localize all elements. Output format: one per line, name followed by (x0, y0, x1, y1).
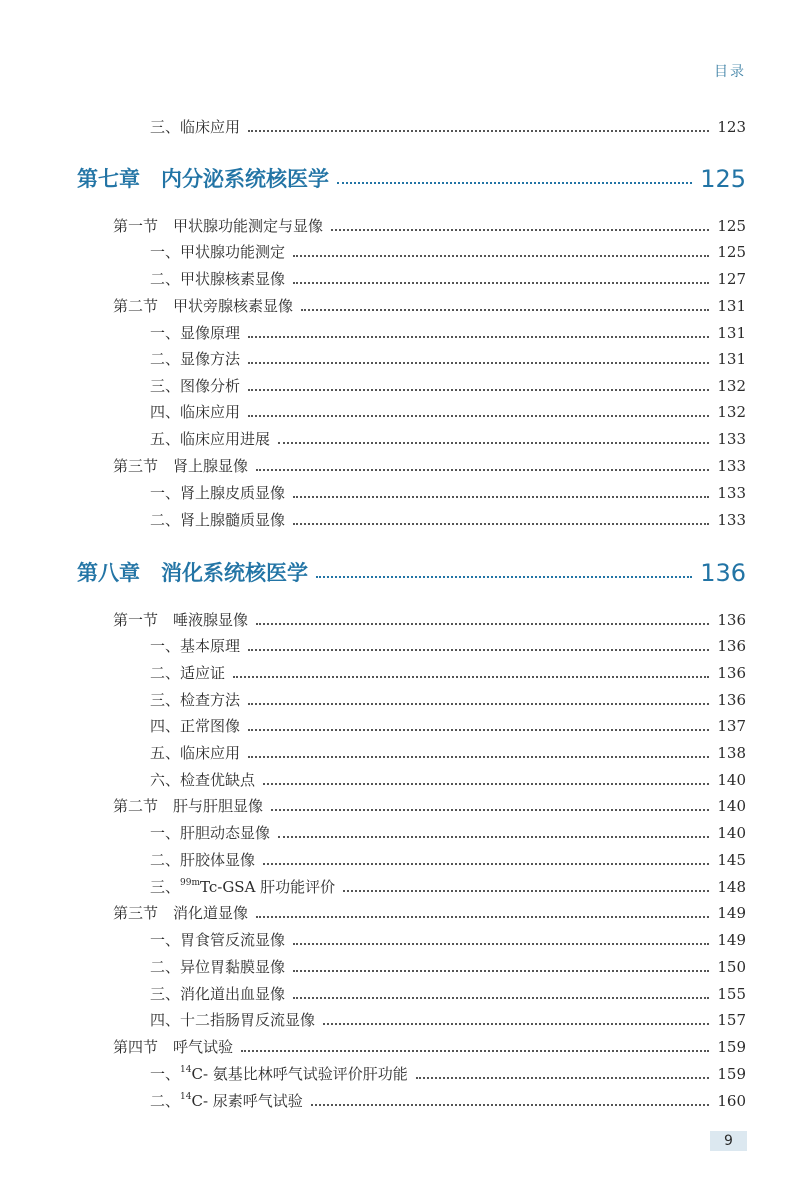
dot-leader (248, 389, 709, 391)
toc-page-number: 131 (717, 350, 746, 368)
dot-leader (311, 1104, 710, 1106)
toc-section[interactable] (0, 1035, 800, 1057)
dot-leader (337, 182, 692, 184)
toc-page-number: 140 (717, 797, 746, 815)
toc-item[interactable] (0, 115, 800, 137)
toc-page-number: 125 (717, 217, 746, 235)
toc-item-label: 三、消化道出血显像 (150, 985, 286, 1003)
toc-item-label: 二、适应证 (150, 664, 226, 682)
toc-section-label: 第三节 消化道显像 (113, 904, 249, 922)
toc-item[interactable] (0, 427, 800, 449)
toc-page-number: 133 (717, 511, 746, 529)
toc-item-label: 五、临床应用进展 (150, 430, 271, 448)
toc-item[interactable] (0, 928, 800, 950)
toc-item-label: 一、$^{14}$C- 氨基比林呼气试验评价肝功能 (150, 1065, 408, 1083)
toc-item-label: 四、临床应用 (150, 403, 241, 421)
toc-item-label: 二、甲状腺核素显像 (150, 270, 286, 288)
toc-section[interactable] (0, 901, 800, 923)
toc-page-number: 132 (717, 377, 746, 395)
toc-item-label: 二、肝胶体显像 (150, 851, 256, 869)
toc-page-number: 140 (717, 771, 746, 789)
dot-leader (263, 863, 709, 865)
toc-section[interactable] (0, 608, 800, 630)
dot-leader (248, 703, 709, 705)
dot-leader (323, 1023, 709, 1025)
dot-leader (271, 809, 709, 811)
toc-section-label: 第二节 甲状旁腺核素显像 (113, 297, 294, 315)
toc-item-label: 三、检查方法 (150, 691, 241, 709)
dot-leader (241, 1050, 709, 1052)
toc-chapter-page-number: 125 (700, 165, 746, 193)
dot-leader (248, 756, 709, 758)
toc-item-label: 四、十二指肠胃反流显像 (150, 1011, 316, 1029)
dot-leader (301, 309, 709, 311)
toc-section[interactable] (0, 214, 800, 236)
toc-item[interactable] (0, 768, 800, 790)
toc-page-number: 136 (717, 611, 746, 629)
toc-item-label: 二、显像方法 (150, 350, 241, 368)
toc-page-number: 145 (717, 851, 746, 869)
toc-page-number: 127 (717, 270, 746, 288)
dot-leader (293, 255, 709, 257)
toc-item-label: 一、甲状腺功能测定 (150, 243, 286, 261)
toc-item-label: 三、临床应用 (150, 118, 241, 136)
toc-page-number: 140 (717, 824, 746, 842)
toc-page-number: 157 (717, 1011, 746, 1029)
toc-page-number: 155 (717, 985, 746, 1003)
toc-item[interactable] (0, 400, 800, 422)
toc-page-number: 149 (717, 904, 746, 922)
toc-item[interactable] (0, 875, 800, 897)
toc-page-number: 123 (717, 118, 746, 136)
toc-item[interactable] (0, 982, 800, 1004)
toc-chapter-label: 第七章 内分泌系统核医学 (77, 167, 329, 191)
toc-item[interactable] (0, 240, 800, 262)
toc-page-number: 159 (717, 1065, 746, 1083)
toc-page-number: 133 (717, 457, 746, 475)
toc-chapter[interactable] (0, 554, 800, 588)
toc-section-label: 第四节 呼气试验 (113, 1038, 234, 1056)
dot-leader (248, 649, 709, 651)
toc-chapter-page-number: 136 (700, 559, 746, 587)
toc-page-number: 160 (717, 1092, 746, 1110)
toc-item[interactable] (0, 1062, 800, 1084)
toc-item[interactable] (0, 267, 800, 289)
toc-section[interactable] (0, 454, 800, 476)
toc-section-label: 第二节 肝与肝胆显像 (113, 797, 264, 815)
toc-item-label: 一、肝胆动态显像 (150, 824, 271, 842)
toc-item[interactable] (0, 741, 800, 763)
toc-page-number: 138 (717, 744, 746, 762)
toc-item-label: 三、$^{99m}$Tc-GSA 肝功能评价 (150, 878, 336, 896)
toc-page-number: 125 (717, 243, 746, 261)
toc-item-label: 一、基本原理 (150, 637, 241, 655)
toc-item[interactable] (0, 481, 800, 503)
toc-section[interactable] (0, 294, 800, 316)
dot-leader (248, 336, 709, 338)
dot-leader (293, 970, 709, 972)
toc-item[interactable] (0, 688, 800, 710)
dot-leader (248, 362, 709, 364)
dot-leader (256, 623, 709, 625)
toc-item-label: 二、异位胃黏膜显像 (150, 958, 286, 976)
toc-page-number: 159 (717, 1038, 746, 1056)
dot-leader (278, 836, 709, 838)
dot-leader (293, 943, 709, 945)
toc-item[interactable] (0, 508, 800, 530)
dot-leader (293, 523, 709, 525)
dot-leader (263, 783, 709, 785)
toc-section-label: 第三节 肾上腺显像 (113, 457, 249, 475)
toc-item-label: 三、图像分析 (150, 377, 241, 395)
toc-item[interactable] (0, 634, 800, 656)
dot-leader (248, 729, 709, 731)
toc-item-label: 二、$^{14}$C- 尿素呼气试验 (150, 1092, 303, 1110)
toc-section[interactable] (0, 794, 800, 816)
toc-page-number: 149 (717, 931, 746, 949)
toc-item-label: 六、检查优缺点 (150, 771, 256, 789)
toc-item-label: 一、肾上腺皮质显像 (150, 484, 286, 502)
toc-page-number: 131 (717, 297, 746, 315)
toc-item-label: 五、临床应用 (150, 744, 241, 762)
page-number-badge: 9 (710, 1131, 747, 1151)
toc-section-label: 第一节 唾液腺显像 (113, 611, 249, 629)
dot-leader (233, 676, 709, 678)
toc-page-number: 133 (717, 484, 746, 502)
toc-page-number: 136 (717, 691, 746, 709)
toc-page-number: 132 (717, 403, 746, 421)
dot-leader (248, 130, 709, 132)
toc-item[interactable] (0, 661, 800, 683)
toc-page-number: 133 (717, 430, 746, 448)
dot-leader (316, 576, 692, 578)
toc-page-number: 148 (717, 878, 746, 896)
toc-page-number: 136 (717, 637, 746, 655)
toc-chapter-label: 第八章 消化系统核医学 (77, 561, 308, 585)
toc-page-number: 131 (717, 324, 746, 342)
dot-leader (248, 415, 709, 417)
toc-item[interactable] (0, 714, 800, 736)
toc-item[interactable] (0, 821, 800, 843)
toc-page-number: 136 (717, 664, 746, 682)
dot-leader (331, 229, 709, 231)
dot-leader (256, 916, 709, 918)
dot-leader (416, 1077, 710, 1079)
toc-item-label: 一、胃食管反流显像 (150, 931, 286, 949)
toc-item-label: 四、正常图像 (150, 717, 241, 735)
toc-item[interactable] (0, 848, 800, 870)
toc-chapter[interactable] (0, 160, 800, 194)
toc-item[interactable] (0, 955, 800, 977)
toc-item[interactable] (0, 1008, 800, 1030)
dot-leader (278, 442, 709, 444)
dot-leader (293, 997, 709, 999)
toc-item-label: 二、肾上腺髓质显像 (150, 511, 286, 529)
dot-leader (343, 890, 709, 892)
toc-page-number: 150 (717, 958, 746, 976)
toc-item[interactable] (0, 1089, 800, 1111)
dot-leader (293, 282, 709, 284)
toc-item[interactable] (0, 374, 800, 396)
toc-section-label: 第一节 甲状腺功能测定与显像 (113, 217, 324, 235)
toc-item[interactable] (0, 321, 800, 343)
running-header: 目录 (714, 64, 746, 80)
dot-leader (256, 469, 709, 471)
toc-item-label: 一、显像原理 (150, 324, 241, 342)
dot-leader (293, 496, 709, 498)
toc-item[interactable] (0, 347, 800, 369)
toc-page-number: 137 (717, 717, 746, 735)
